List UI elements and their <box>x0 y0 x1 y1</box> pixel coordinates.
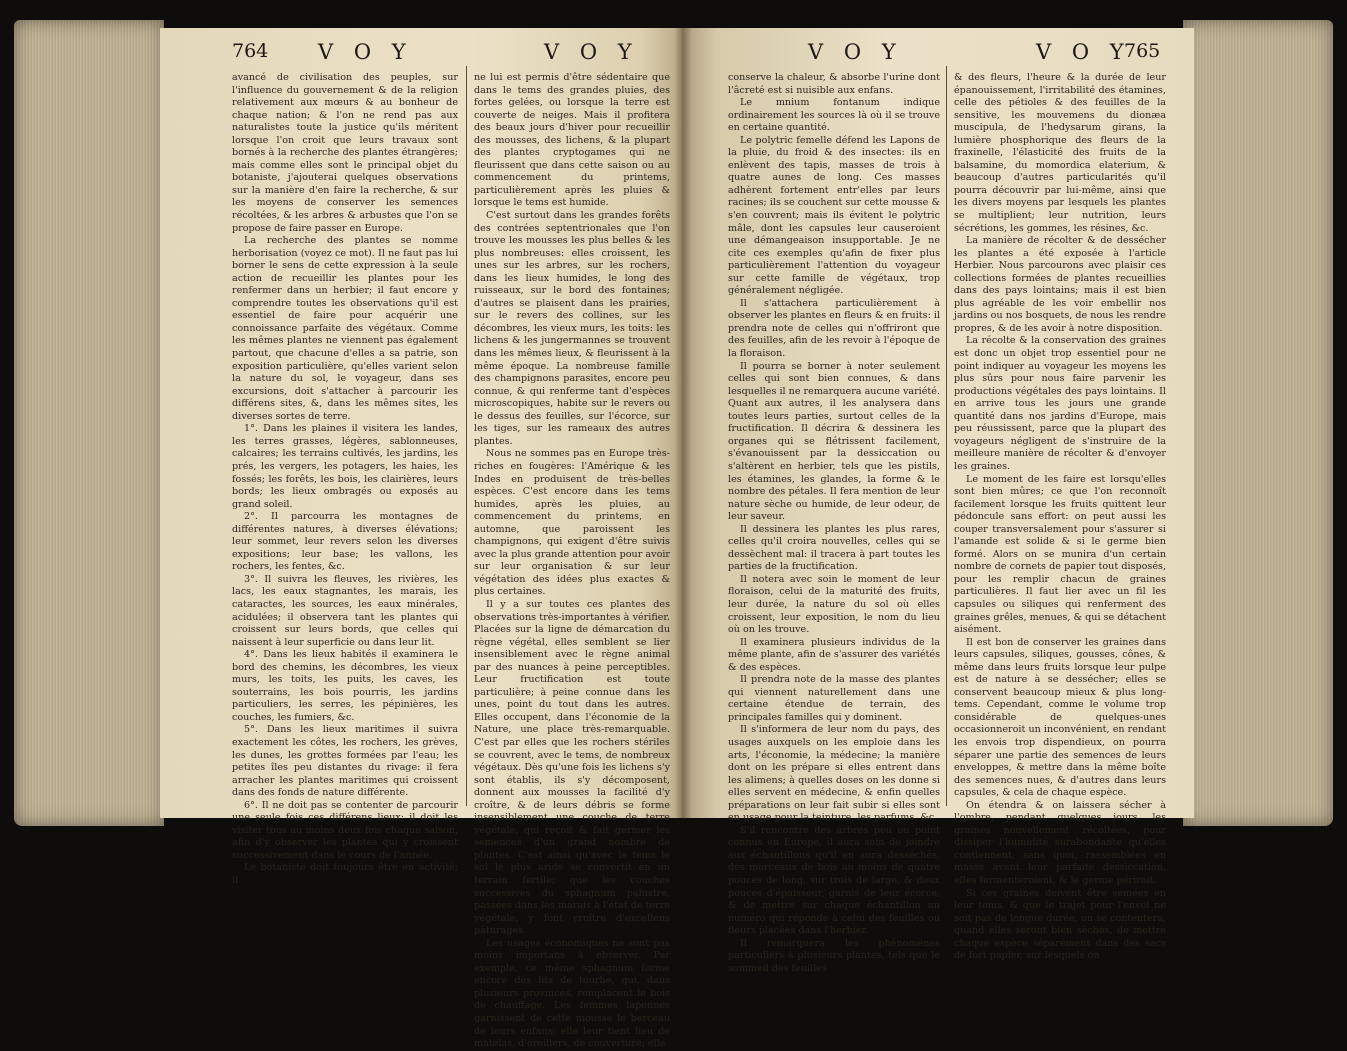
paragraph: C'est surtout dans les grandes forêts des contrées septentrionales que l'on trouve les mousses les plus belles & les plus nombreuses: elles croissent, les unes sur les arbres, sur les rochers, dans les lieux humides, le long des ruisseaux, sur le bord des fontaines; d'autres se plaisent dans les prairies, sur le revers des collines, sur les décombres, les vieux murs, les toits: les lichens & les jungermannes se trouvent dans les mêmes lieux, & fleurissent à la même époque. La nombreuse famille des champignons parasites, encore peu connue, & qui renferme tant d'espèces microscopiques, habite sur le revers ou le dessus des feuilles, sur l'écorce, sur les tiges, sur les rameaux des autres plantes. <box>474 210 670 447</box>
right-column-rule <box>946 66 947 806</box>
left-page-edges <box>14 20 164 826</box>
paragraph: Il est bon de conserver les graines dans leurs capsules, siliques, gousses, cônes, & même dans leurs fruits lorsque leur pulpe est de nature à se dessécher; elles se conservent beaucoup mieux & plus long-tems. Cependant, comme le volume trop considérable de quelques-unes occasionneroit un inconvénient, en rendant les envois trop dispendieux, on pourra séparer une partie des semences de leurs enveloppes, & mettre dans la même boîte des semences nues, & d'autres dans leurs capsules, & cela de chaque espèce. <box>954 636 1166 799</box>
paragraph: ne lui est permis d'être sédentaire que dans le tems des grandes pluies, des fortes gelées, ou lorsque la terre est couverte de neiges. Mais il profitera des beaux jours d'hiver pour recueillir des mousses, des lichens, & la plupart des plantes cryptogames qui ne fleurissent que dans cette saison ou au commencement du printems, particulièrement après les pluies & lorsque le tems est humide. <box>474 72 670 209</box>
right-page-number: 765 <box>1124 40 1161 62</box>
paragraph: & des fleurs, l'heure & la durée de leur épanouissement, l'irritabilité des étamines, celle des pétioles & des feuilles de la sensitive, les mouvemens du dionæa muscipula, de l'hedysarum girans, la lumière phosphorique des fleurs de la fraxinelle, l'élasticité des fruits de la balsamine, du momordica elaterium, & beaucoup d'autres particularités qu'il pourra découvrir par lui-même, ainsi que les divers moyens par lesquels les plantes se multiplient; leur nutrition, leurs sécrétions, les gommes, les résines, &c. <box>954 72 1166 234</box>
left-running-head-1: V O Y <box>318 40 413 64</box>
paragraph: 5°. Dans les lieux maritimes il suivra exactement les côtes, les rochers, les grèves, les dunes, les grottes formées par l'eau; les petites îles peu distantes du rivage: il fera arracher les plantes maritimes qui croissent dans des fonds de nature différente. <box>232 724 458 799</box>
paragraph: Il examinera plusieurs individus de la même plante, afin de s'assurer des variétés & des espèces. <box>728 636 940 673</box>
right-page-edges <box>1183 20 1333 826</box>
paragraph: La récolte & la conservation des graines est donc un objet trop essentiel pour ne point indiquer au voyageur les moyens les plus sûrs pour nous faire parvenir les productions végétales des pays lointains. Il en arrive tous les jours une grande quantité dans nos jardins d'Europe, mais peu réussissent, parce que la plupart des voyageurs négligent de s'instruire de la meilleure manière de récolter & d'envoyer les graines. <box>954 335 1166 472</box>
paragraph: On étendra & on laissera sécher à l'ombre, pendant quelques jours, les graines nouvellement récoltées, pour dissiper l'humidité surabondante qu'elles contiennent, sans quoi, rassemblées en masse avant leur parfaite dessiccation, elles fermenteroient, & le germe périroit. <box>954 799 1166 886</box>
paragraph: 6°. Il ne doit pas se contenter de parcourir une seule fois ces différens lieux; il doit les visiter tous au moins deux fois chaque saison, afin d'y observer les plantes qui y croissent successivement dans le cours de l'année. <box>232 799 458 861</box>
paragraph: 2°. Il parcourra les montagnes de différentes natures, à diverses élévations; leur sommet, leur revers selon les diverses expositions; leur base; les vallons, les rochers, les fentes, &c. <box>232 511 458 573</box>
paragraph: Si ces graines doivent être semées en leur tems, & que le trajet pour l'envoi ne soit pas de longue durée, on se contentera, quand elles seront bien sèches, de mettre chaque espèce séparément dans des sacs de fort papier, sur lesquels on <box>954 887 1166 962</box>
paragraph: La manière de récolter & de dessécher les plantes a été exposée à l'article Herbier. Nous parcourons avec plaisir ces collections formées de plantes recueillies dans des pays lointains; mais il est bien plus agréable de les voir embellir nos jardins ou nos bosquets, de nous les rendre propres, & de les avoir à notre disposition. <box>954 235 1166 334</box>
paragraph: Il remarquera les phénomènes particuliers à plusieurs plantes, tels que le sommeil des feuilles <box>728 937 940 974</box>
paragraph: Nous ne sommes pas en Europe très-riches en fougères: l'Amérique & les Indes en produisent de très-belles espèces. C'est encore dans les tems humides, après les pluies, au commencement du printems, en automne, que paroissent les champignons, qui exigent d'être suivis avec la plus grande attention pour avoir sur leur organisation & sur leur végétation des idées plus exactes & plus certaines. <box>474 448 670 598</box>
paragraph: Il notera avec soin le moment de leur floraison, celui de la maturité des fruits, leur durée, la nature du sol où elles croissent, leur exposition, le nom du lieu où on les trouve. <box>728 573 940 636</box>
right-running-head-2: V O Y <box>1036 40 1131 64</box>
paragraph: Il pourra se borner à noter seulement celles qui sont bien connues, & dans lesquelles il ne remarquera aucune variété. Quant aux autres, il les analysera dans toutes leurs parties, surtout celles de la fructification. Il décrira & dessinera les organes qui se flétrissent facilement, s'évanouissent par la dessiccation ou s'altèrent en herbier, tels que les pistils, les étamines, les glandes, la forme & le nombre des pétales. Il fera mention de leur nature sèche ou humide, de leur odeur, de leur saveur. <box>728 360 940 523</box>
paragraph: Il s'attachera particulièrement à observer les plantes en fleurs & en fruits: il prendra note de celles qui n'offriront que des feuilles, afin de les revoir à l'époque de la floraison. <box>728 297 940 360</box>
right-page-column-1 <box>728 72 940 975</box>
paragraph: Le mnium fontanum indique ordinairement les sources là où il se trouve en certaine quantité. <box>728 97 940 134</box>
paragraph: Il prendra note de la masse des plantes qui viennent naturellement dans une certaine étendue de terrain, des principales familles qui y dominent. <box>728 674 940 723</box>
paragraph: La recherche des plantes se nomme herborisation (voyez ce mot). Il ne faut pas lui borner le sens de cette expression à la seule action de recueillir les plantes pour les renfermer dans un herbier; il faut encore y comprendre toutes les observations qu'il est essentiel de faire pour acquérir une connoissance parfaite des végétaux. Comme les mêmes plantes ne viennent pas également partout, que chacune d'elles a sa patrie, son exposition particulière, qu'elles varient selon la nature du sol, le voyageur, dans ses excursions, doit s'attacher à parcourir les différens sites, &, dans les mêmes sites, les diverses sortes de terre. <box>232 235 458 422</box>
paragraph: S'il rencontre des arbres peu ou point connus en Europe, il aura soin de joindre aux échantillons qu'il en aura desséchés, des morceaux de bois au moins de quatre pouces de long, sur trois de large, & deux pouces d'épaisseur, garnis de leur écorce, & de mettre sur chaque échantillon un numéro qui réponde à celui des feuilles ou fleurs placées dans l'herbier. <box>728 824 940 937</box>
left-column-rule <box>466 66 467 806</box>
paragraph: 3°. Il suivra les fleuves, les rivières, les lacs, les eaux stagnantes, les marais, les cataractes, les sources, les eaux minérales, acidulées; il observera tant les plantes qui croissent sur leurs bords, que celles qui naissent à leur superficie ou dans leur lit. <box>232 573 458 648</box>
paragraph: 4°. Dans les lieux habités il examinera le bord des chemins, les décombres, les vieux murs, les toits, les puits, les caves, les souterrains, les bois pourris, les jardins particuliers, les serres, les pépinières, les couches, les fumiers, &c. <box>232 649 458 723</box>
left-page-number: 764 <box>232 40 269 62</box>
left-running-head-2: V O Y <box>544 40 639 64</box>
paragraph: Il s'informera de leur nom du pays, des usages auxquels on les emploie dans les arts, l'économie, la médecine; la manière dont on les prépare si elles entrent dans les alimens; à quelles doses on les donne si elles servent en médecine, & enfin quelles préparations on leur fait subir si elles sont en usage pour la teinture, les parfums, &c. <box>728 724 940 824</box>
paragraph: 1°. Dans les plaines il visitera les landes, les terres grasses, légères, sablonneuses, calcaires; les terrains cultivés, les jardins, les prés, les vergers, les potagers, les haies, les fossés; les forêts, les bois, les clairières, leurs bords; les lieux ombragés ou exposés au grand soleil. <box>232 423 458 510</box>
left-page-column-1 <box>232 72 458 888</box>
paragraph: Il dessinera les plantes les plus rares, celles qu'il croira nouvelles, celles qui se dessèchent mal: il tracera à part toutes les parties de la fructification. <box>728 523 940 573</box>
book-gutter <box>674 28 692 818</box>
right-page-column-2 <box>954 72 1166 963</box>
paragraph: conserve la chaleur, & absorbe l'urine dont l'âcreté est si nuisible aux enfans. <box>728 72 940 96</box>
paragraph: Il y a sur toutes ces plantes des observations très-importantes à vérifier. Placées sur la ligne de démarcation du règne végétal, elles semblent se lier insensiblement avec le règne animal par des nuances à peine perceptibles. Leur fructification est toute particulière; à peine connue dans les unes, point du tout dans les autres. Elles occupent, dans l'économie de la Nature, une place très-remarquable. C'est par elles que les rochers stériles se couvrent, avec le tems, de nombreux végétaux. Dès qu'une fois les lichens s'y sont établis, ils s'y décomposent, donnent aux mousses la facilité d'y croître, & de leurs débris se forme insensiblement une couche de terre végétale, qui reçoit & fait germer les semences d'un grand nombre de plantes. C'est ainsi qu'avec le tems le sol le plus aride se convertit en un terrain fertile; que les couches successives du sphagnum palustre, passées dans les marais à l'état de terre végétale, y font croître d'excellens pâturages. <box>474 598 670 937</box>
paragraph: Le moment de les faire est lorsqu'elles sont bien mûres; ce que l'on reconnoît facilement lorsque les fruits quittent leur pédoncule sans effort: on peut aussi les couper transversalement pour s'assurer si l'amande est solide & si le germe bien formé. Alors on se munira d'un certain nombre de cornets de papier tout disposés, pour les remplir chacun de graines particulières. Il faut lier avec un fil les capsules ou siliques qui renferment des graines grêles, menues, & qui se détachent aisément. <box>954 473 1166 636</box>
right-running-head-1: V O Y <box>808 40 903 64</box>
paragraph: avancé de civilisation des peuples, sur l'influence du gouvernement & de la religion relativement aux mœurs & au bonheur de chaque nation; & l'on ne rend pas aux naturalistes toute la justice qu'ils méritent lorsque l'on croit que leurs travaux sont bornés à la recherche des plantes étrangères; mais comme elles sont le principal objet du botaniste, j'ajouterai quelques observations sur la manière d'en faire la recherche, & sur les moyens de conserver les semences récoltées, & les arbres & arbustes que l'on se propose de faire passer en Europe. <box>232 72 458 234</box>
left-page-column-2 <box>474 72 670 1051</box>
paragraph: Les usages économiques ne sont pas moins importans à observer. Par exemple, ce même sphagnum forme encore des lits de tourbe, qui, dans plusieurs provinces, remplacent le bois de chauffage. Les femmes laponnes garnissent de cette mousse le berceau de leurs enfans; elle leur tient lieu de matelas, d'oreillers, de couverture; elle <box>474 937 670 1050</box>
paragraph: Le botaniste doit toujours être en activité; il <box>232 862 458 886</box>
paragraph: Le polytric femelle défend les Lapons de la pluie, du froid & des insectes: ils en enlèvent des tapis, masses de trois à quatre aunes de long. Ces masses adhèrent fortement entr'elles par leurs racines; ils se couchent sur cette mousse & s'en couvrent; mais ils évitent le polytric mâle, dont les capsules leur causeroient une démangeaison insupportable. Je ne cite ces exemples qu'afin de fixer plus particulièrement l'attention du voyageur sur cette famille de végétaux, trop généralement négligée. <box>728 134 940 297</box>
